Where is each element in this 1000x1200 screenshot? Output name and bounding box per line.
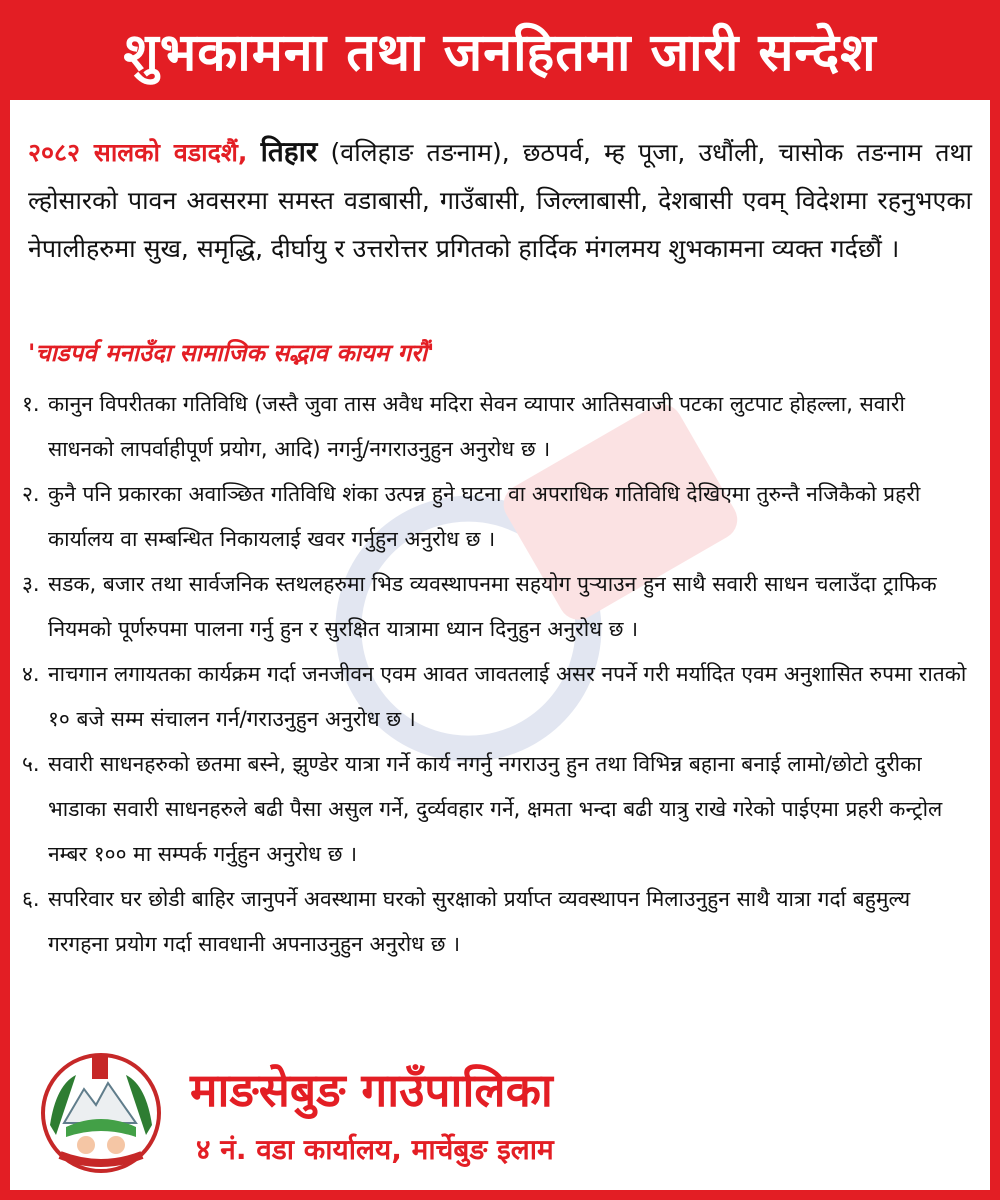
point-number: ४. — [22, 662, 40, 686]
point-number: ६. — [22, 887, 40, 911]
intro-year-phrase: २०८२ सालको वडादशैं, — [28, 138, 248, 167]
notice-points-list — [22, 382, 972, 967]
list-item — [22, 652, 972, 742]
point-text: नाचगान लगायतका कार्यक्रम गर्दा जनजीवन एवम आवत जावतलाई असर नपर्ने गरी मर्यादित एवम अनुशासित रुपमा रातको १० बजे सम्म संचालन गर्न/गराउनुहुन अनुरोध छ । — [48, 662, 967, 731]
slogan: 'चाडपर्व मनाउँदा सामाजिक सद्भाव कायम गरौं' — [28, 339, 435, 367]
point-number: ५. — [22, 752, 40, 776]
point-text: सपरिवार घर छोडी बाहिर जानुपर्ने अवस्थामा घरको सुरक्षाको प्रर्याप्त व्यवस्थापन मिलाउनुहुन साथै यात्रा गर्दा बहुमुल्य गरगहना प्रयोग गर्दा सावधानी अपनाउनुहुन अनुरोध छ । — [48, 887, 911, 956]
page-title: शुभकामना तथा जनहितमा जारी सन्देश — [123, 22, 877, 83]
point-text: सवारी साधनहरुको छतमा बस्ने, झुण्डेर यात्रा गर्ने कार्य नगर्नु नगराउनु हुन तथा विभिन्न बहाना बनाई लामो/छोटो दुरीका भाडाका सवारी साधनहरुले बढी पैसा असुल गर्ने, दुर्व्यवहार गर्ने, क्षमता भन्दा बढी यात्रु राखे गरेको पाईएमा प्रहरी कन्ट्रोल नम्बर १०० मा सम्पर्क गर्नुहुन अनुरोध छ । — [48, 752, 943, 866]
intro-tihar: तिहार — [260, 135, 318, 168]
intro-paragraph — [28, 128, 972, 273]
office-address: ४ नं. वडा कार्यालय, मार्चेबुङ इलाम — [196, 1133, 554, 1166]
point-text: सडक, बजार तथा सार्वजनिक स्तथलहरुमा भिड व्यवस्थापनमा सहयोग पुर्‍याउन हुन साथै सवारी साधन चलाउँदा ट्राफिक नियमको पूर्णरुपमा पालना गर्नु हुन र सुरक्षित यात्रामा ध्यान दिनुहुन अनुरोध छ । — [48, 572, 937, 641]
nepal-emblem-icon — [36, 1045, 166, 1175]
point-number: १. — [22, 392, 40, 416]
point-number: ३. — [22, 572, 40, 596]
intro-body: (वलिहाङ तङनाम), छठपर्व, म्ह पूजा, उधौंली, चासोक तङनाम तथा ल्होसारको पावन अवसरमा समस्त वडाबासी, गाउँबासी, जिल्लाबासी, देशबासी एवम् विदेशमा रहनुभएका नेपालीहरुमा सुख, समृद्धि, दीर्घायु र उत्तरोत्तर प्रगितको हार्दिक मंगलमय शुभकामना व्यक्त गर्दछौं । — [28, 138, 972, 263]
list-item — [22, 382, 972, 472]
list-item — [22, 472, 972, 562]
list-item — [22, 742, 972, 877]
point-text: कुनै पनि प्रकारका अवाञ्छित गतिविधि शंका उत्पन्न हुने घटना वा अपराधिक गतिविधि देखिएमा तुरुन्तै नजिकैको प्रहरी कार्यालय वा सम्बन्धित निकायलाई खवर गर्नुहुन अनुरोध छ । — [48, 482, 921, 551]
header-banner — [0, 0, 1000, 100]
point-text: कानुन विपरीतका गतिविधि (जस्तै जुवा तास अवैध मदिरा सेवन व्यापार आतिसवाजी पटका लुटपाट होहल्ला, सवारी साधनको लापर्वाहीपूर्ण प्रयोग, आदि) नगर्नु/नगराउनुहुन अनुरोध छ । — [48, 392, 905, 461]
list-item — [22, 877, 972, 967]
office-name: माङसेबुङ गाउँपालिका — [190, 1063, 553, 1117]
point-number: २. — [22, 482, 40, 506]
list-item — [22, 562, 972, 652]
